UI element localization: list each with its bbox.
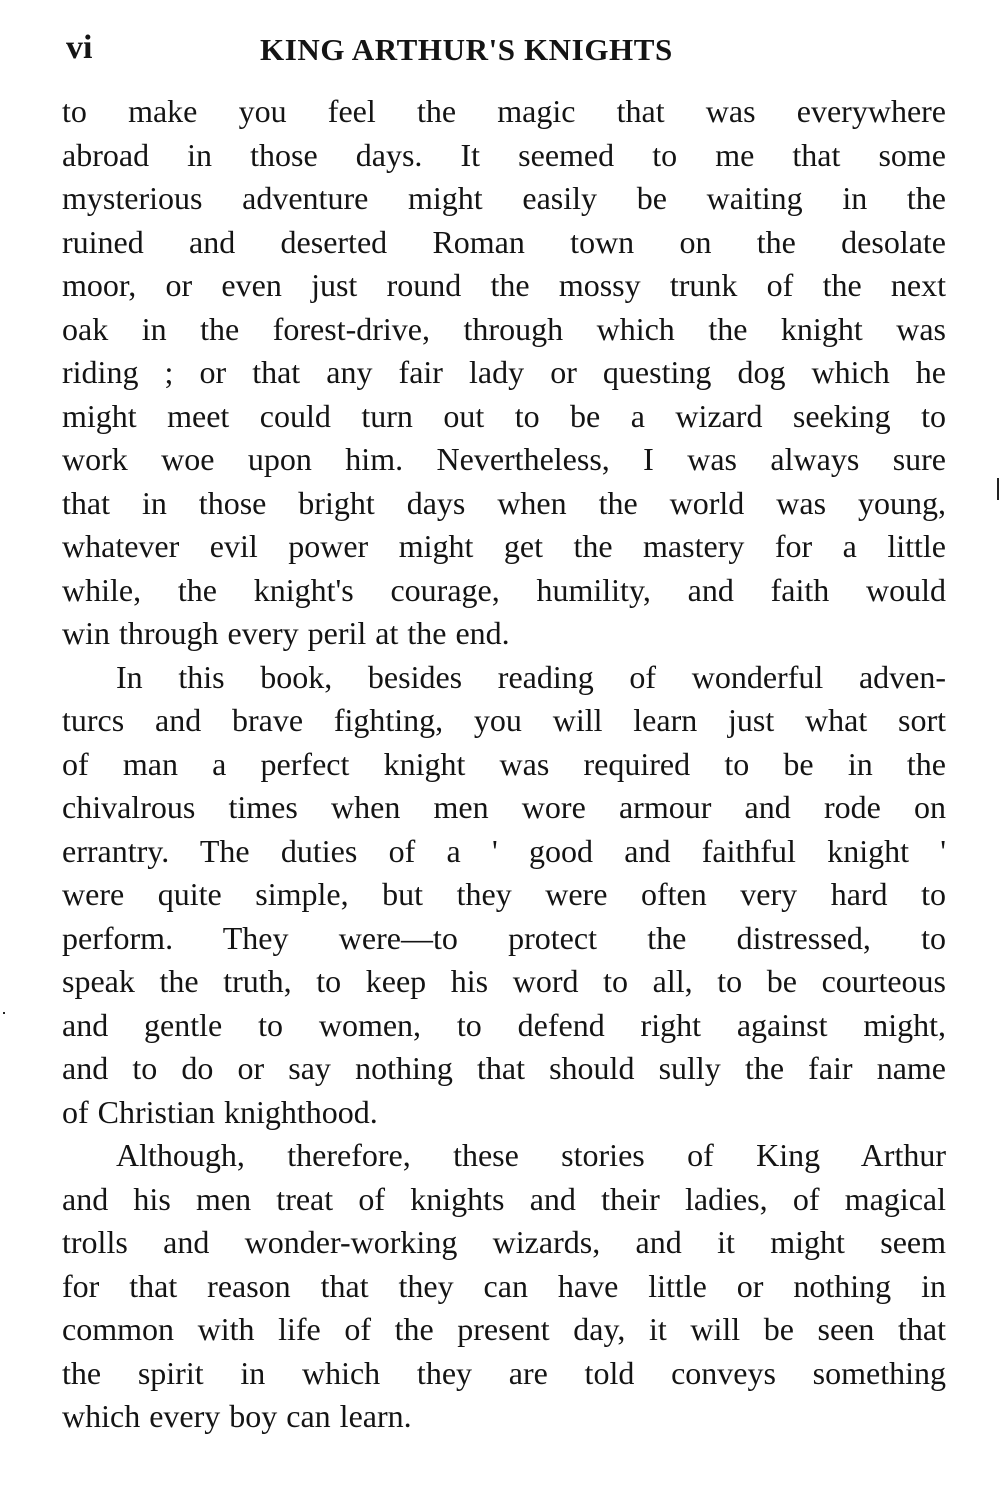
running-title: KING ARTHUR'S KNIGHTS bbox=[260, 32, 673, 67]
page-number: vi bbox=[66, 29, 93, 66]
text-line: were quite simple, but they were often very hard to bbox=[62, 876, 946, 912]
text-line: oak in the forest-drive, through which the knight was bbox=[62, 310, 946, 347]
text-line: mysterious adventure might easily be waiting in the bbox=[62, 180, 946, 216]
text-line: of man a perfect knight was required to be in the bbox=[62, 745, 946, 782]
text-line: chivalrous times when men wore armour and rode on bbox=[62, 789, 946, 825]
body-text bbox=[62, 90, 946, 1439]
text-line: might meet could turn out to be a wizard seeking to bbox=[62, 397, 946, 434]
text-line: and to do or say nothing that should sully the fair name bbox=[62, 1050, 946, 1086]
text-line: speak the truth, to keep his word to all, to be courteous bbox=[62, 963, 946, 999]
paragraph bbox=[62, 1134, 946, 1439]
text-line: riding ; or that any fair lady or questing dog which he bbox=[62, 354, 946, 390]
text-line: and gentle to women, to defend right against might, bbox=[62, 1006, 946, 1043]
text-line: win through every peril at the end. bbox=[62, 615, 510, 651]
text-line: In this book, besides reading of wonderful adven- bbox=[116, 658, 946, 695]
text-line: turcs and brave fighting, you will learn just what sort bbox=[62, 702, 946, 738]
scan-mark bbox=[997, 478, 999, 500]
text-line: moor, or even just round the mossy trunk of the next bbox=[62, 267, 946, 303]
text-line: for that reason that they can have little or nothing in bbox=[62, 1267, 946, 1304]
text-line: abroad in those days. It seemed to me that some bbox=[62, 136, 946, 173]
text-line: that in those bright days when the world was young, bbox=[62, 484, 946, 521]
text-line: whatever evil power might get the mastery for a little bbox=[62, 528, 946, 564]
text-line: ruined and deserted Roman town on the desolate bbox=[62, 223, 946, 260]
text-line: and his men treat of knights and their ladies, of magical bbox=[62, 1180, 946, 1217]
text-line: trolls and wonder-working wizards, and it might seem bbox=[62, 1224, 946, 1260]
scan-mark bbox=[3, 1012, 5, 1014]
text-line: errantry. The duties of a ' good and faithful knight ' bbox=[62, 832, 946, 869]
text-line: which every boy can learn. bbox=[62, 1398, 412, 1434]
paragraph bbox=[62, 90, 946, 656]
paragraph bbox=[62, 656, 946, 1135]
text-line: of Christian knighthood. bbox=[62, 1093, 378, 1130]
text-line: while, the knight's courage, humility, and faith would bbox=[62, 571, 946, 608]
text-line: perform. They were—to protect the distressed, to bbox=[62, 919, 946, 956]
running-head bbox=[66, 26, 946, 74]
text-line: the spirit in which they are told conveys something bbox=[62, 1354, 946, 1391]
text-line: common with life of the present day, it will be seen that bbox=[62, 1311, 946, 1347]
text-line: to make you feel the magic that was everywhere bbox=[62, 93, 946, 129]
text-line: work woe upon him. Nevertheless, I was always sure bbox=[62, 441, 946, 477]
text-line: Although, therefore, these stories of King Arthur bbox=[116, 1137, 946, 1173]
